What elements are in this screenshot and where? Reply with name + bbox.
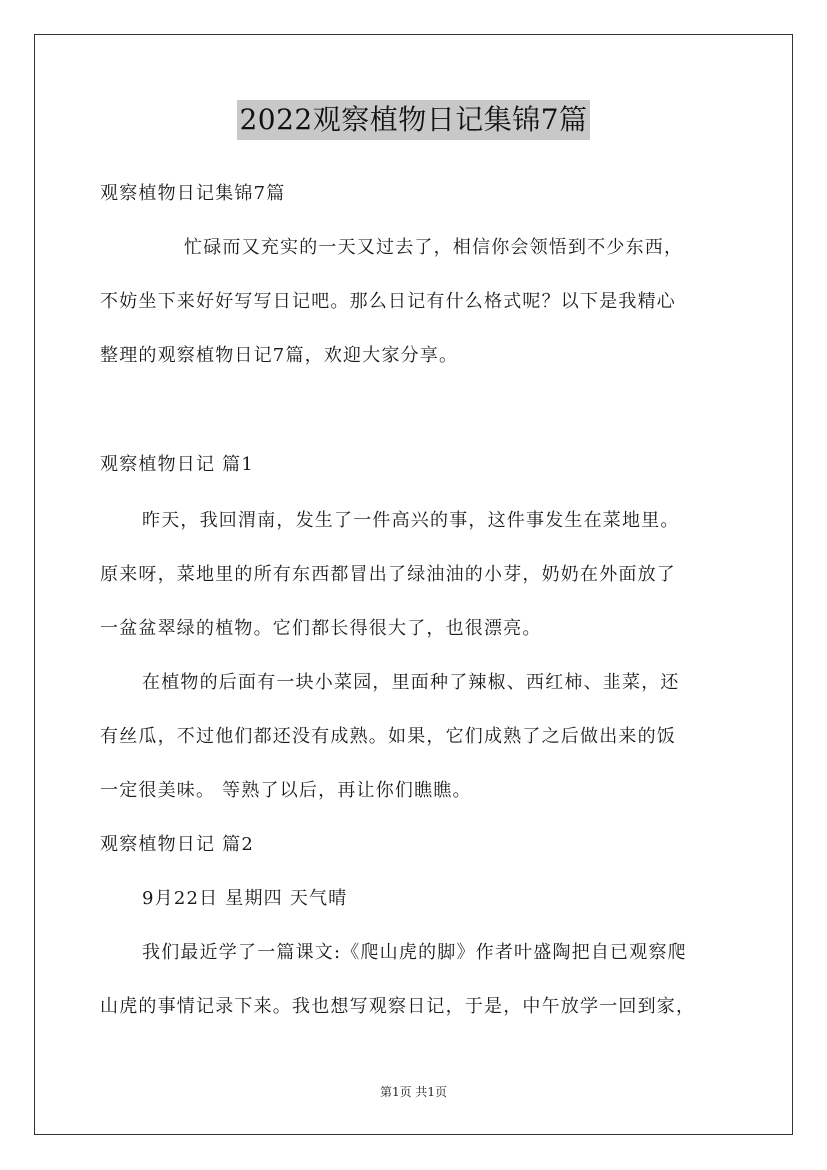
- intro-line: 整理的观察植物日记7篇，欢迎大家分享。: [100, 345, 459, 366]
- document-title: 2022观察植物日记集锦7篇: [237, 100, 589, 140]
- document-subtitle: 观察植物日记集锦7篇: [100, 183, 286, 204]
- paragraph-line: 有丝瓜，不过他们都还没有成熟。如果，它们成熟了之后做出来的饭: [100, 726, 676, 747]
- paragraph-line: 我们最近学了一篇课文:《爬山虎的脚》作者叶盛陶把自已观察爬: [142, 942, 687, 963]
- paragraph-line: 一盆盆翠绿的植物。它们都长得很大了，也很漂亮。: [100, 618, 542, 639]
- paragraph-line: 昨天，我回渭南，发生了一件高兴的事，这件事发生在菜地里。: [142, 510, 680, 531]
- intro-line: 忙碌而又充实的一天又过去了，相信你会领悟到不少东西，: [184, 237, 684, 258]
- paragraph-line: 原来呀，菜地里的所有东西都冒出了绿油油的小芽，奶奶在外面放了: [100, 564, 676, 585]
- paragraph-line: 在植物的后面有一块小菜园，里面种了辣椒、西红柿、韭菜，还: [142, 672, 680, 693]
- page-footer: 第1页 共1页: [379, 1085, 448, 1099]
- intro-line: 不妨坐下来好好写写日记吧。那么日记有什么格式呢？以下是我精心: [100, 291, 676, 312]
- date-line: 9月22日 星期四 天气晴: [142, 888, 348, 909]
- section-heading: 观察植物日记 篇2: [100, 834, 254, 855]
- section-heading: 观察植物日记 篇1: [100, 454, 254, 475]
- paragraph-line: 一定很美味。 等熟了以后，再让你们瞧瞧。: [100, 780, 472, 801]
- title-container: [0, 100, 827, 140]
- paragraph-line: 山虎的事情记录下来。我也想写观察日记，于是，中午放学一回到家，: [100, 996, 696, 1017]
